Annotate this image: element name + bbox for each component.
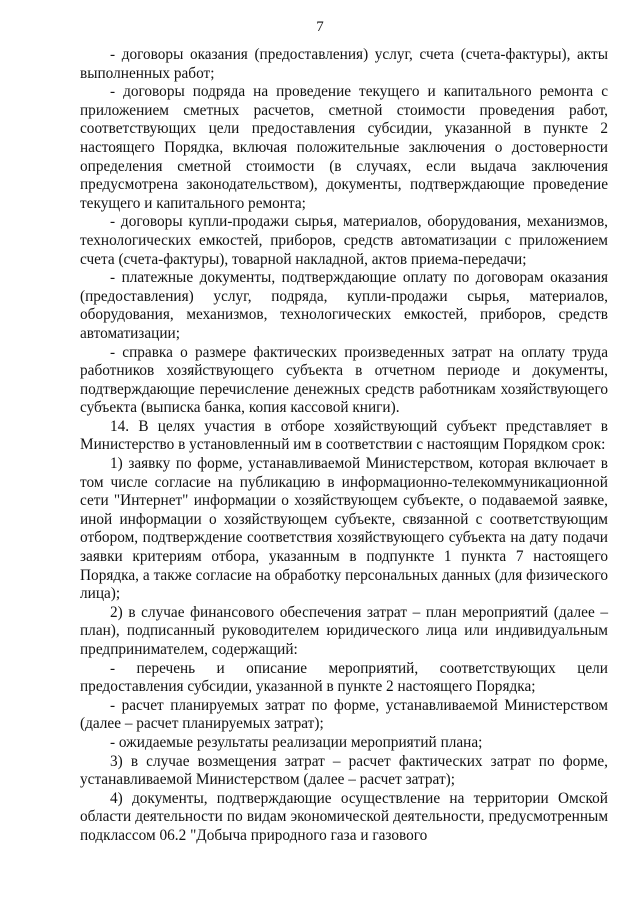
- paragraph-subitem-4: 4) документы, подтверждающие осуществление на территории Омской области деятельности по видам экономической деятельности, предусмотренным подклассом 06.2 "Добыча природного газа и газового: [80, 789, 608, 844]
- paragraph-subitem-1: 1) заявку по форме, устанавливаемой Министерством, которая включает в том числе согласие на публикацию в информационно-телекоммуникационной сети "Интернет" информации о хозяйствующем субъекте, о подаваемой заявке, иной информации о хозяйствующем субъекте, связанной с соответствующим отбором, подтверждение соответствия хозяйствующего субъекта на дату подачи заявки критериям отбора, указанным в подпункте 1 пункта 7 настоящего Порядка, а также согласие на обработку персональных данных (для физического лица);: [80, 455, 608, 603]
- paragraph-contracts-services: - договоры оказания (предоставления) услуг, счета (счета-фактуры), акты выполненных работ;: [80, 46, 608, 82]
- paragraph-measures-list: - перечень и описание мероприятий, соответствующих цели предоставления субсидии, указанной в пункте 2 настоящего Порядка;: [80, 659, 608, 696]
- paragraph-subitem-3: 3) в случае возмещения затрат – расчет фактических затрат по форме, устанавливаемой Министерством (далее – расчет затрат);: [80, 752, 608, 789]
- paragraph-payment-documents: - платежные документы, подтверждающие оплату по договорам оказания (предоставления) услуг, подряда, купли-продажи сырья, материалов, оборудования, механизмов, технологических емкостей, приборов, средств автоматизации;: [80, 269, 608, 342]
- paragraph-labor-costs: - справка о размере фактических произведенных затрат на оплату труда работников хозяйствующего субъекта в отчетном периоде и документы, подтверждающие перечисление денежных средств работникам хозяйствующего субъекта (выписка банка, копия кассовой книги).: [80, 343, 608, 417]
- document-body: [80, 46, 608, 846]
- paragraph-planned-costs: - расчет планируемых затрат по форме, устанавливаемой Министерством (далее – расчет планируемых затрат);: [80, 696, 608, 733]
- paragraph-contracts-purchase: - договоры купли-продажи сырья, материалов, оборудования, механизмов, технологических емкостей, приборов, средств автоматизации с приложением счета (счета-фактуры), товарной накладной, актов приема-передачи;: [80, 213, 608, 268]
- paragraph-subitem-2: 2) в случае финансового обеспечения затрат – план мероприятий (далее – план), подписанный руководителем юридического лица или индивидуальным предпринимателем, содержащий:: [80, 603, 608, 658]
- page-number: 7: [316, 19, 324, 35]
- paragraph-item-14: 14. В целях участия в отборе хозяйствующий субъект представляет в Министерство в установленный им в соответствии с настоящим Порядком срок:: [80, 417, 608, 454]
- paragraph-contracts-repair: - договоры подряда на проведение текущего и капитального ремонта с приложением сметных расчетов, сметной стоимости проведения работ, соответствующих цели предоставления субсидии, указанной в пункте 2 настоящего Порядка, включая положительные заключения о достоверности определения сметной стоимости (в случаях, если выдача заключения предусмотрена законодательством), документы, подтверждающие проведение текущего и капитального ремонта;: [80, 83, 608, 212]
- paragraph-expected-results: - ожидаемые результаты реализации мероприятий плана;: [110, 733, 483, 751]
